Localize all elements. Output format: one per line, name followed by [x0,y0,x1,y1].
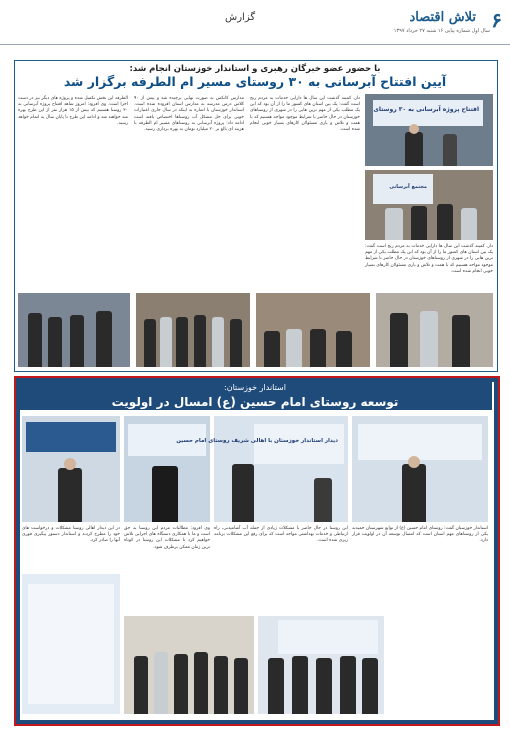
article-2-photo-5 [22,574,120,714]
article-1-photo-row-4 [376,293,493,367]
article-2-col-4: استاندار خوزستان گفت: روستای امام حسین (ع) از توابع شهرستان حمیدیه یکی از روستاهای مهم استان است که امسال توسعه آن در اولویت قرار دارد. [352,526,488,544]
article-1-col-right: دار، کمیته گذشت این سال ها دارایی خدمات به مردم رنج است گفت: یک بین استان های کشور ما را از آن بود که این یک مطلب یکی از مهم ترین هایی را در شهری از روستاهای خوزستان در حال حاضر با شرایط موجود مواجه هستیم که با همت و تلاش و یاری مسئولان کارهای بسیار خوبی انجام شده است. [365,244,493,274]
article-1-photo-row-3 [256,293,370,367]
article-2-col-2: وی افزود: مطالبات مردم این روستا به حق است و ما با همکاری دستگاه های اجرایی تلاش خواهیم کرد تا مشکلات این روستا در کوتاه ترین زمان ممکن برطرف شود. [124,526,210,550]
article-2-photo-1 [22,416,120,522]
article-1-photo-row-1 [18,293,130,367]
photo-banner-text-3: دیدار استاندار خوزستان با اهالی شریف روستای امام حسین [176,438,338,444]
newspaper-logo: تلاش اقتصاد [409,10,476,25]
article-1-photo-second [365,170,493,240]
dateline: سال اول شماره پیاپی ۱۶ شنبه ۲۷ خرداد ۱۳۹۷ [393,28,490,34]
article-2-kicker: استاندار خوزستان: [224,383,286,392]
article-1-col-mid-right: دار، کمیته گذشت این سال ها دارایی خدمات به مردم رنج است گفت: یک بین استان های کشور ما را از آن بود که این یک مطلب یکی از مهم ترین هایی را در شهری از روستاهای خوزستان در حال حاضر با شرایط موجود مواجه هستیم که با همت و تلاش و یاری مسئولان کارهای بسیار خوبی انجام شده است. [250,96,360,133]
page-number: ۶ [491,8,502,32]
article-1-photo-main [365,94,493,166]
article-2-photo-3 [176,416,348,522]
section-label: گزارش [225,12,256,23]
article-2-photo-4 [352,416,488,522]
article-2-col-1: در این دیدار اهالی روستا مشکلات و درخواست های خود را مطرح کردند و استاندار دستور پیگیری فوری آنها را صادر کرد. [22,526,120,544]
article-1-col-left: الطرفه این بخش تکمیل شده و پروژه های دیگر نیز در دست اجرا است. وی افزود: امروز شاهد افتتاح پروژه آبرسانی به ۳۰ روستا هستیم که بیش از ۱۵ هزار نفر از این طرح بهره مند خواهند شد و ادامه این طرح تا پایان سال به اتمام خواهد رسید. [18,96,128,126]
photo-banner-text-2: مجتمع آبرسانی [389,184,427,190]
article-1-photo-row-2 [136,293,250,367]
article-1-title: آیین افتتاح آبرسانی به ۳۰ روستای مسیر ام الطرفه برگزار شد [63,74,447,89]
article-1-kicker: با حضور عضو خبرگان رهبری و استاندار خوزستان انجام شد: [129,64,381,74]
article-2-col-3: این روستا در حال حاضر با مشکلات زیادی از جمله آب آشامیدنی، راه ارتباطی و خدمات بهداشتی مواجه است که برای رفع این مشکلات برنامه ریزی شده است. [214,526,348,544]
article-2-photo-2 [124,416,210,522]
photo-banner-text: افتتاح پروژه آبرسانی به ۳۰ روستای [373,106,479,113]
article-2-photo-7 [258,616,384,714]
article-2-photo-6 [124,616,254,714]
article-1-col-mid-left: مدارس کانکس به صورت نهایی برچیده شد و بیش از ۹۰ کلاس درس مدرسه به مدارس استان افزوده شده است. استاندار خوزستان با اشاره به اینکه در سال جاری اعتبارات خوبی برای حل مشکل آب روستاها اختصاص یافته است ادامه داد: پروژه آبرسانی به روستاهای مسیر ام الطرفه با هزینه ای بالغ بر ۲۰ میلیارد تومان به بهره برداری رسید. [134,96,244,133]
article-2-title: توسعه روستای امام حسین (ع) امسال در اولویت [111,395,399,409]
